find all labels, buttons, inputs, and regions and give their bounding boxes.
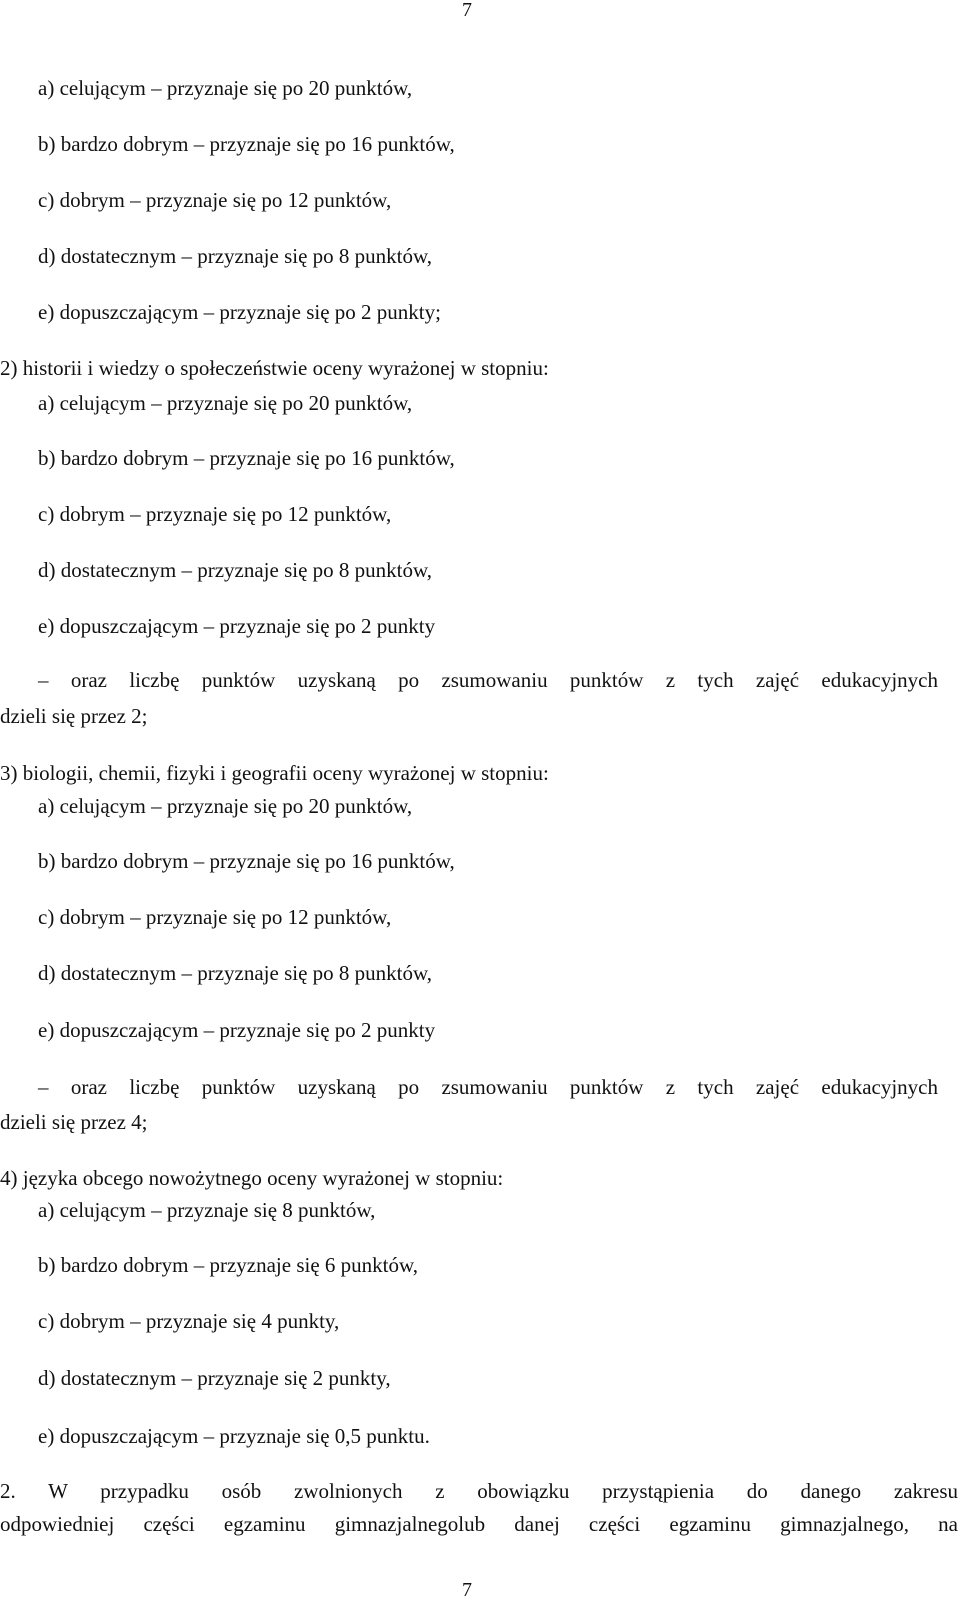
list-item: b) bardzo dobrym – przyznaje się 6 punktów, (38, 1253, 419, 1277)
section-heading: 4) języka obcego nowożytnego oceny wyrażonej w stopniu: (0, 1166, 504, 1190)
list-item: d) dostatecznym – przyznaje się 2 punkty, (38, 1366, 391, 1390)
list-item: c) dobrym – przyznaje się po 12 punktów, (38, 502, 392, 526)
list-item: e) dopuszczającym – przyznaje się po 2 punkty; (38, 300, 441, 324)
list-item: c) dobrym – przyznaje się 4 punkty, (38, 1309, 340, 1333)
list-item: a) celującym – przyznaje się po 20 punktów, (38, 794, 413, 818)
list-item: d) dostatecznym – przyznaje się po 8 punktów, (38, 558, 433, 582)
page-number-bottom: 7 (462, 1579, 472, 1601)
paragraph-line: 2. W przypadku osób zwolnionych z obowiązku przystąpienia do danego zakresu (0, 1479, 958, 1503)
list-item: d) dostatecznym – przyznaje się po 8 punktów, (38, 244, 433, 268)
list-item: e) dopuszczającym – przyznaje się 0,5 punktu. (38, 1424, 430, 1448)
list-item: c) dobrym – przyznaje się po 12 punktów, (38, 188, 392, 212)
summary-line: – oraz liczbę punktów uzyskaną po zsumowaniu punktów z tych zajęć edukacyjnych (38, 1075, 938, 1099)
summary-line: – oraz liczbę punktów uzyskaną po zsumowaniu punktów z tych zajęć edukacyjnych (38, 668, 938, 692)
list-item: c) dobrym – przyznaje się po 12 punktów, (38, 905, 392, 929)
list-item: e) dopuszczającym – przyznaje się po 2 punkty (38, 1018, 436, 1042)
list-item: d) dostatecznym – przyznaje się po 8 punktów, (38, 961, 433, 985)
list-item: b) bardzo dobrym – przyznaje się po 16 punktów, (38, 132, 455, 156)
page-number-top: 7 (462, 0, 472, 21)
paragraph-line: odpowiedniej części egzaminu gimnazjalnegolub danej części egzaminu gimnazjalnego, na (0, 1512, 958, 1536)
summary-line-continued: dzieli się przez 2; (0, 704, 148, 728)
section-heading: 2) historii i wiedzy o społeczeństwie oceny wyrażonej w stopniu: (0, 356, 549, 380)
list-item: a) celującym – przyznaje się po 20 punktów, (38, 391, 413, 415)
section-heading: 3) biologii, chemii, fizyki i geografii oceny wyrażonej w stopniu: (0, 761, 549, 785)
list-item: e) dopuszczającym – przyznaje się po 2 punkty (38, 614, 436, 638)
list-item: a) celującym – przyznaje się 8 punktów, (38, 1198, 376, 1222)
list-item: b) bardzo dobrym – przyznaje się po 16 punktów, (38, 446, 455, 470)
list-item: a) celującym – przyznaje się po 20 punktów, (38, 76, 413, 100)
summary-line-continued: dzieli się przez 4; (0, 1110, 148, 1134)
list-item: b) bardzo dobrym – przyznaje się po 16 punktów, (38, 849, 455, 873)
